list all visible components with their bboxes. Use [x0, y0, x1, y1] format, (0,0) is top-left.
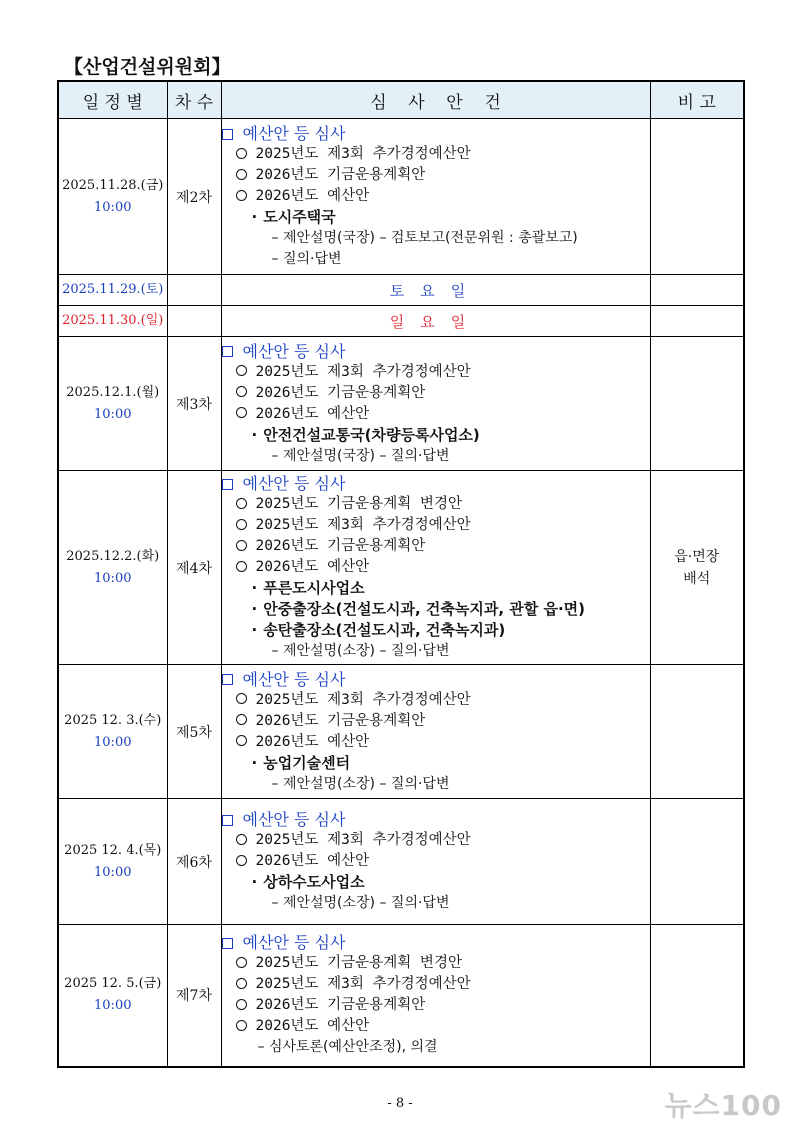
- procedure-line: – 제안설명(국장) – 검토보고(전문위원 : 총괄보고): [271, 230, 578, 246]
- circle-bullet-icon: [236, 978, 247, 989]
- agenda-item-text: 2026년도 기금운용계획안: [255, 712, 426, 729]
- dot-bullet-icon: ·: [251, 208, 258, 226]
- session-row: [58, 337, 744, 471]
- header-row: [58, 81, 744, 119]
- row-agenda: [221, 471, 650, 665]
- row-agenda: [221, 337, 650, 471]
- row-date: 2025.11.30.(일): [58, 306, 167, 337]
- procedure-line: – 질의·답변: [271, 251, 342, 267]
- circle-bullet-icon: [236, 957, 247, 968]
- row-session-empty: [167, 306, 221, 337]
- dot-bullet-icon: ·: [251, 600, 258, 618]
- row-note: [650, 337, 744, 471]
- circle-bullet-icon: [236, 498, 247, 509]
- agenda-item-text: 2026년도 예산안: [255, 853, 370, 869]
- row-date-text: 2025.11.28.(금): [62, 177, 164, 193]
- row-time: 10:00: [94, 734, 132, 750]
- circle-bullet-icon: [236, 407, 247, 418]
- dot-bullet-icon: ·: [251, 753, 258, 772]
- agenda-item-text: 2026년도 기금운용계획안: [255, 384, 426, 401]
- agenda-item: [222, 953, 650, 974]
- square-bullet-icon: [222, 674, 233, 685]
- square-bullet-icon: [222, 129, 233, 140]
- row-agenda: [221, 925, 650, 1067]
- circle-bullet-icon: [236, 169, 247, 180]
- dot-bullet-icon: ·: [251, 873, 258, 891]
- dot-bullet-icon: ·: [251, 425, 258, 444]
- row-note: [650, 925, 744, 1067]
- department-line: [222, 578, 650, 599]
- department-line: [222, 753, 650, 774]
- row-date-text: 2025.12.1.(월): [66, 384, 160, 400]
- department-text: 송탄출장소(건설도시과, 건축녹지과): [263, 621, 506, 639]
- agenda-heading-text: 예산안 등 심사: [242, 669, 346, 689]
- agenda-item: [222, 494, 650, 515]
- session-row: [58, 471, 744, 665]
- row-session: 제3차: [167, 337, 221, 471]
- circle-bullet-icon: [236, 365, 247, 376]
- department-text: 안중출장소(건설도시과, 건축녹지과, 관할 읍·면): [263, 600, 585, 618]
- agenda-heading: [222, 123, 650, 144]
- circle-bullet-icon: [236, 855, 247, 866]
- weekend-label: 일요일: [221, 306, 650, 337]
- weekend-row: [58, 275, 744, 306]
- row-session: 제7차: [167, 925, 221, 1067]
- weekend-row: [58, 306, 744, 337]
- row-note-empty: [650, 275, 744, 306]
- header-session: 차 수: [167, 81, 221, 119]
- agenda-heading: [222, 669, 650, 690]
- agenda-item: [222, 732, 650, 753]
- agenda-heading-text: 예산안 등 심사: [242, 810, 346, 829]
- agenda-item-text: 2025년도 제3회 추가경정예산안: [255, 832, 471, 848]
- agenda-heading-text: 예산안 등 심사: [242, 474, 346, 493]
- row-date: 2025.11.29.(토): [58, 275, 167, 306]
- row-date: [58, 337, 167, 471]
- row-note: [650, 665, 744, 799]
- circle-bullet-icon: [236, 834, 247, 845]
- agenda-item-text: 2026년도 예산안: [255, 559, 370, 575]
- circle-bullet-icon: [236, 540, 247, 551]
- agenda-item-text: 2026년도 기금운용계획안: [255, 167, 426, 183]
- row-note: [650, 119, 744, 275]
- page-title: 【산업건설위원회】: [64, 56, 231, 78]
- department-text: 안전건설교통국(차량등록사업소): [263, 425, 480, 444]
- session-row: [58, 799, 744, 925]
- agenda-item-text: 2026년도 예산안: [255, 1018, 370, 1035]
- circle-bullet-icon: [236, 561, 247, 572]
- row-date: [58, 471, 167, 665]
- circle-bullet-icon: [236, 1020, 247, 1031]
- agenda-heading-text: 예산안 등 심사: [242, 124, 346, 143]
- circle-bullet-icon: [236, 714, 247, 725]
- row-session: 제5차: [167, 665, 221, 799]
- session-row: [58, 665, 744, 799]
- agenda-item-text: 2025년도 제3회 추가경정예산안: [255, 691, 471, 708]
- dot-bullet-icon: ·: [251, 621, 258, 639]
- weekend-label: 토요일: [221, 275, 650, 306]
- agenda-item: [222, 383, 650, 404]
- agenda-item-text: 2026년도 예산안: [255, 405, 370, 422]
- agenda-heading-text: 예산안 등 심사: [242, 933, 346, 953]
- department-line: [222, 425, 650, 446]
- agenda-item: [222, 690, 650, 711]
- agenda-item: [222, 515, 650, 536]
- agenda-item: [222, 362, 650, 383]
- agenda-item: [222, 974, 650, 995]
- department-line: [222, 620, 650, 641]
- row-note: [650, 799, 744, 925]
- row-date-text: 2025 12. 3.(수): [64, 712, 162, 728]
- watermark-logo: 뉴스100: [664, 1089, 782, 1122]
- agenda-heading: [222, 341, 650, 362]
- department-line: [222, 207, 650, 228]
- header-date: 일 정 별: [58, 81, 167, 119]
- row-time: 10:00: [94, 406, 132, 422]
- circle-bullet-icon: [236, 190, 247, 201]
- department-text: 도시주택국: [263, 208, 336, 226]
- schedule-body: [58, 119, 744, 1067]
- square-bullet-icon: [222, 938, 233, 949]
- row-time: 10:00: [94, 998, 132, 1014]
- row-time: 10:00: [94, 199, 132, 215]
- agenda-item: [222, 830, 650, 851]
- row-session: 제4차: [167, 471, 221, 665]
- row-note: 읍·면장 배석: [650, 471, 744, 665]
- agenda-item-text: 2025년도 제3회 추가경정예산안: [255, 146, 471, 162]
- procedure-line: – 제안설명(소장) – 질의·답변: [271, 895, 450, 911]
- row-session-empty: [167, 275, 221, 306]
- row-date: [58, 925, 167, 1067]
- row-date-text: 2025 12. 5.(금): [64, 976, 162, 992]
- procedure-line: – 제안설명(소장) – 질의·답변: [271, 775, 450, 792]
- row-session: 제6차: [167, 799, 221, 925]
- circle-bullet-icon: [236, 999, 247, 1010]
- agenda-item-text: 2026년도 예산안: [255, 733, 370, 750]
- agenda-item: [222, 536, 650, 557]
- agenda-item: [222, 165, 650, 186]
- department-line: [222, 599, 650, 620]
- department-text: 농업기술센터: [263, 753, 351, 772]
- row-date-text: 2025.12.2.(화): [66, 548, 160, 564]
- agenda-item: [222, 186, 650, 207]
- row-time: 10:00: [94, 570, 132, 586]
- square-bullet-icon: [222, 346, 233, 357]
- circle-bullet-icon: [236, 693, 247, 704]
- agenda-item-text: 2025년도 제3회 추가경정예산안: [255, 517, 471, 533]
- row-note-empty: [650, 306, 744, 337]
- department-text: 상하수도사업소: [263, 873, 365, 891]
- row-agenda: [221, 665, 650, 799]
- agenda-item: [222, 144, 650, 165]
- agenda-item: [222, 557, 650, 578]
- row-session: 제2차: [167, 119, 221, 275]
- agenda-heading: [222, 809, 650, 830]
- row-agenda: [221, 119, 650, 275]
- agenda-heading-text: 예산안 등 심사: [242, 341, 346, 361]
- procedure-line: – 제안설명(국장) – 질의·답변: [271, 447, 450, 464]
- page-number: - 8 -: [387, 1096, 413, 1111]
- session-row: [58, 119, 744, 275]
- agenda-heading: [222, 473, 650, 494]
- session-row: [58, 925, 744, 1067]
- agenda-item-text: 2025년도 기금운용계획 변경안: [255, 496, 462, 512]
- agenda-item: [222, 851, 650, 872]
- agenda-item: [222, 1016, 650, 1037]
- procedure-line: – 제안설명(소장) – 질의·답변: [271, 643, 450, 659]
- square-bullet-icon: [222, 479, 233, 490]
- row-agenda: [221, 799, 650, 925]
- agenda-item-text: 2025년도 제3회 추가경정예산안: [255, 976, 471, 993]
- circle-bullet-icon: [236, 519, 247, 530]
- row-date: [58, 799, 167, 925]
- row-date-text: 2025 12. 4.(목): [64, 842, 162, 858]
- schedule-table: [57, 80, 745, 1068]
- dot-bullet-icon: ·: [251, 579, 258, 597]
- square-bullet-icon: [222, 815, 233, 826]
- row-date: [58, 119, 167, 275]
- department-line: [222, 872, 650, 893]
- agenda-item: [222, 404, 650, 425]
- circle-bullet-icon: [236, 148, 247, 159]
- header-note: 비 고: [650, 81, 744, 119]
- department-text: 푸른도시사업소: [263, 579, 365, 597]
- agenda-item: [222, 711, 650, 732]
- circle-bullet-icon: [236, 386, 247, 397]
- agenda-item-text: 2026년도 예산안: [255, 188, 370, 204]
- procedure-line: – 심사토론(예산안조정), 의결: [257, 1039, 438, 1056]
- header-agenda: 심 사 안 건: [221, 81, 650, 119]
- agenda-item: [222, 995, 650, 1016]
- agenda-item-text: 2025년도 제3회 추가경정예산안: [255, 363, 471, 380]
- agenda-item-text: 2025년도 기금운용계획 변경안: [255, 955, 462, 972]
- agenda-heading: [222, 932, 650, 953]
- row-date: [58, 665, 167, 799]
- row-time: 10:00: [94, 864, 132, 880]
- agenda-item-text: 2026년도 기금운용계획안: [255, 997, 426, 1014]
- circle-bullet-icon: [236, 735, 247, 746]
- agenda-item-text: 2026년도 기금운용계획안: [255, 538, 426, 554]
